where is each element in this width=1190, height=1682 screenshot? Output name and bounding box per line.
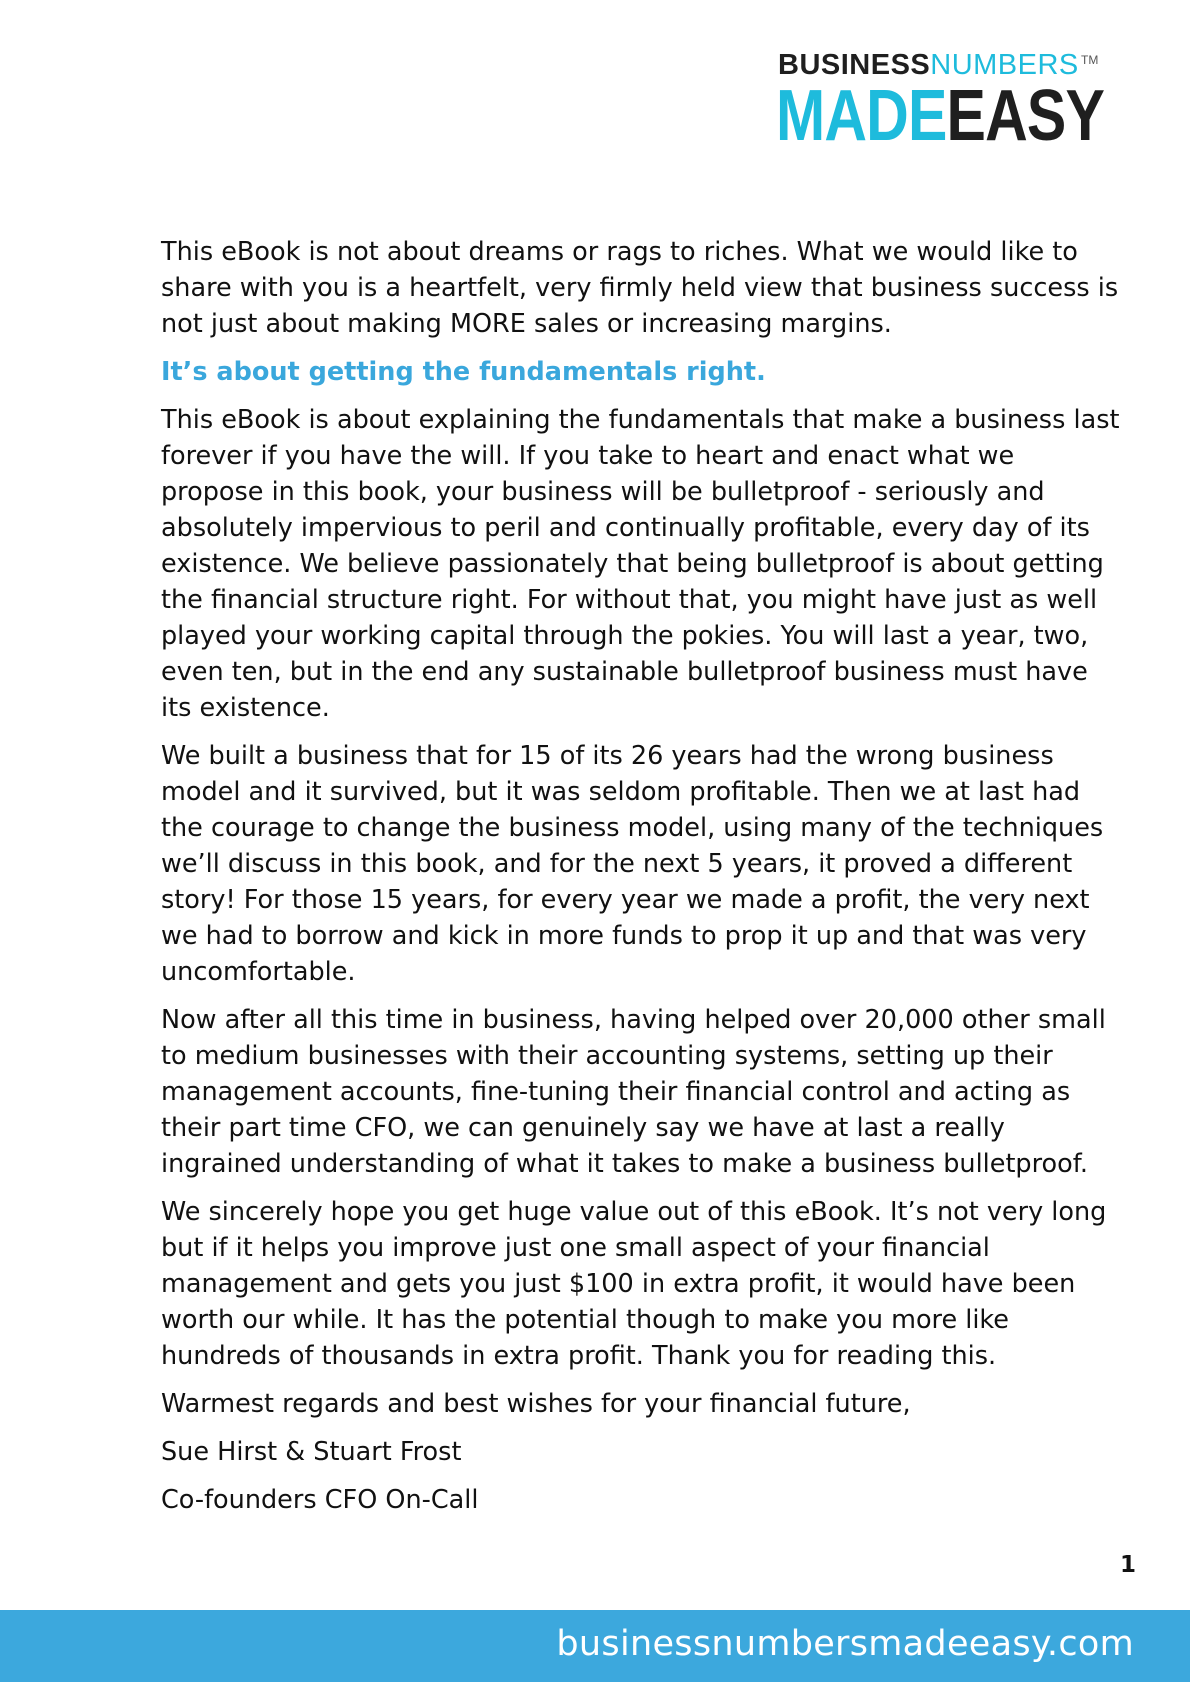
body-paragraph-4: We sincerely hope you get huge value out of this eBook. It’s not very long but if it helps you improve just one small aspect of your financial management and gets you just $100 in extra profit, it would have been worth our while. It has the potential though to make you more like hundreds of thousands in extra profit. Thank you for reading this. xyxy=(161,1197,1107,1371)
footer-website-link[interactable]: businessnumbersmadeeasy.com xyxy=(556,1624,1134,1664)
logo-bottom-line xyxy=(776,76,1104,156)
brand-logo xyxy=(776,49,1108,156)
logo-word-numbers: NUMBERS xyxy=(930,49,1079,81)
body-paragraph-1: This eBook is about explaining the fundamentals that make a business last forever if you have the will. If you take to heart and enact what we propose in this book, your business will be bulletproof - seriously and absolutely impervious to peril and continually profitable, every day of its existence. We believe passionately that being bulletproof is about getting the financial structure right. For without that, you might have just as well played your working capital through the pokies. You will last a year, two, even ten, but in the end any sustainable bulletproof business must have its existence. xyxy=(161,405,1120,723)
logo-word-made: MADE xyxy=(776,76,947,156)
highlight-heading: It’s about getting the fundamentals right. xyxy=(161,357,766,387)
body-paragraph-2: We built a business that for 15 of its 26 years had the wrong business model and it survived, but it was seldom profitable. Then we at last had the courage to change the business model, using many of the techniques we’ll discuss in this book, and for the next 5 years, it proved a different story! For those 15 years, for every year we made a profit, the very next we had to borrow and kick in more funds to prop it up and that was very uncomfortable. xyxy=(161,741,1104,987)
logo-word-business: BUSINESS xyxy=(778,49,931,81)
closing-line: Warmest regards and best wishes for your financial future, xyxy=(161,1389,911,1419)
signature-title: Co-founders CFO On-Call xyxy=(161,1485,479,1515)
body-paragraph-3: Now after all this time in business, having helped over 20,000 other small to medium businesses with their accounting systems, setting up their management accounts, fine-tuning their financial control and acting as their part time CFO, we can genuinely say we have at last a really ingrained understanding of what it takes to make a business bulletproof. xyxy=(161,1005,1106,1179)
document-body xyxy=(161,234,1121,1530)
logo-word-easy: EASY xyxy=(946,76,1105,156)
logo-trademark: TM xyxy=(1081,53,1099,67)
signature-names: Sue Hirst & Stuart Frost xyxy=(161,1437,462,1467)
page-number: 1 xyxy=(1120,1552,1137,1578)
intro-paragraph: This eBook is not about dreams or rags to riches. What we would like to share with you is a heartfelt, very firmly held view that business success is not just about making MORE sales or increasing margins. xyxy=(161,237,1119,339)
footer-bar xyxy=(0,1610,1190,1682)
